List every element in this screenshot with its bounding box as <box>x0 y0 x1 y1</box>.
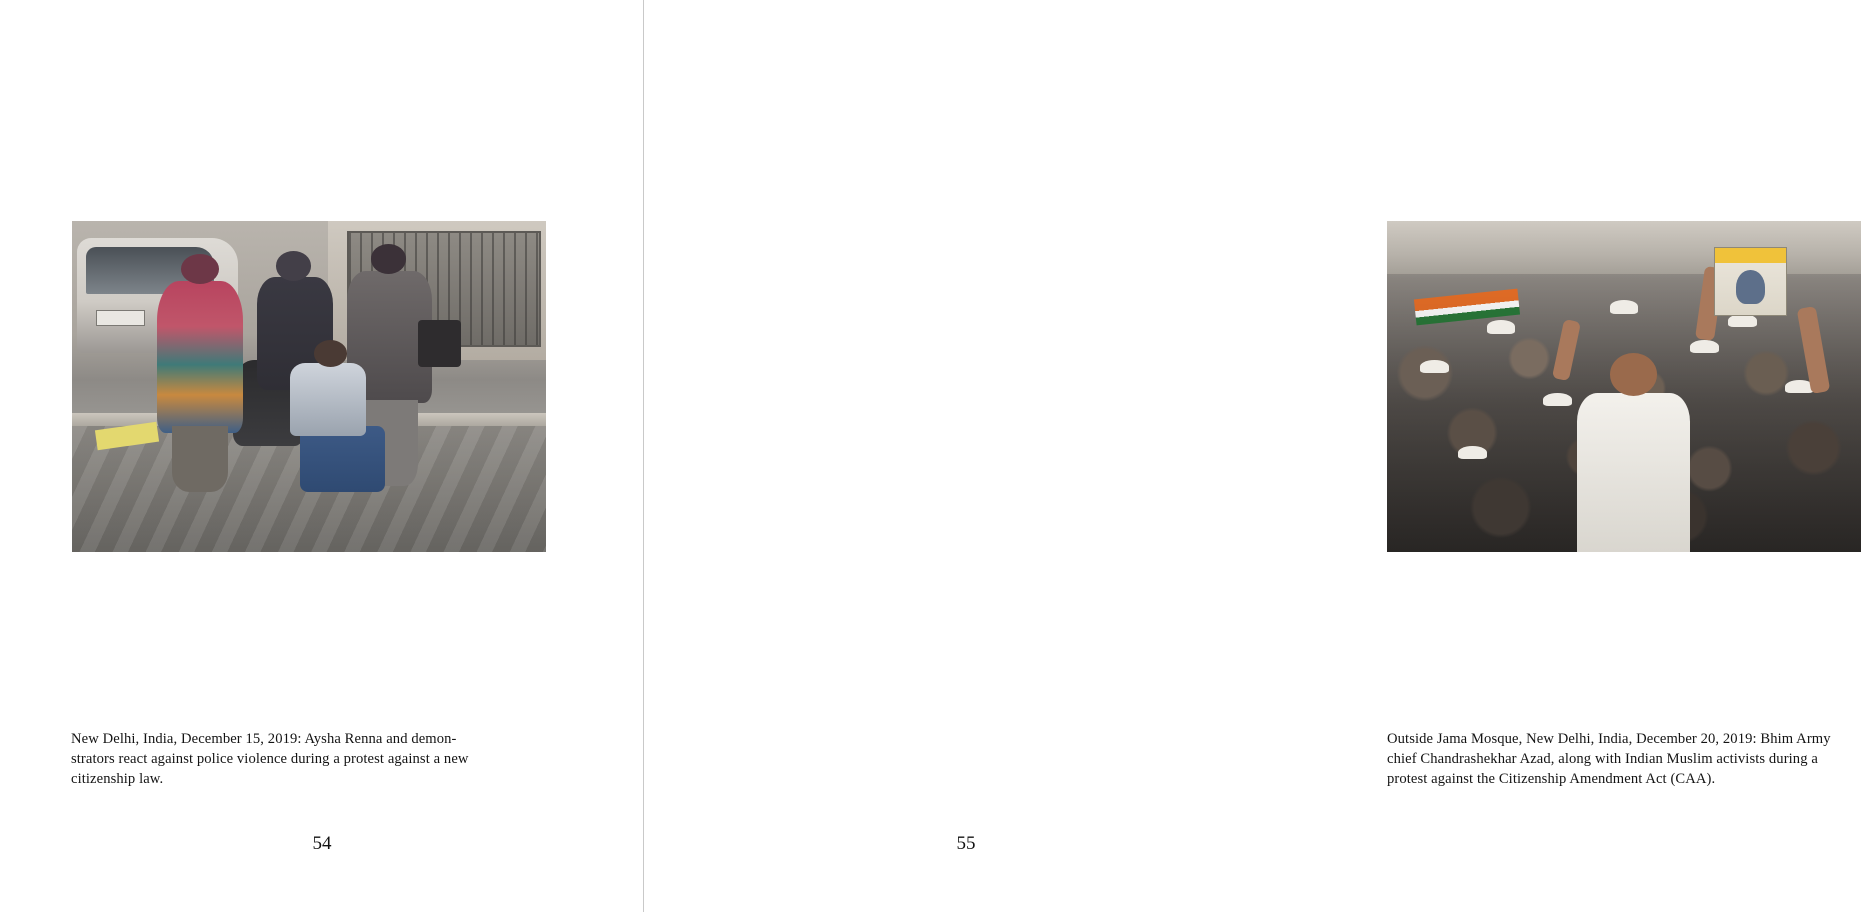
caption-line: strators react against police violence during a protest against a new <box>71 750 469 767</box>
protester-one-body <box>157 281 242 433</box>
protester-one-legs <box>172 426 229 492</box>
shoulder-bag <box>418 320 461 366</box>
photo-new-delhi-protest <box>72 221 546 552</box>
prayer-cap <box>1728 314 1756 327</box>
figure-caption-left <box>71 730 547 790</box>
page-right <box>644 0 1831 912</box>
protester-four-head <box>314 340 347 366</box>
prayer-cap <box>1543 393 1571 406</box>
protester-four-body <box>290 363 366 436</box>
page-left <box>0 0 644 912</box>
caption-line: protest against the Citizenship Amendment Act (CAA). <box>1387 770 1716 787</box>
central-figure-shirt <box>1577 393 1691 552</box>
poster-portrait <box>1736 270 1764 304</box>
prayer-cap <box>1690 340 1718 353</box>
protester-one-head <box>181 254 219 284</box>
protester-three-head <box>371 244 407 274</box>
prayer-cap <box>1610 300 1638 313</box>
caption-line: citizenship law. <box>71 770 164 787</box>
prayer-cap <box>1458 446 1486 459</box>
caption-line: Outside Jama Mosque, New Delhi, India, December 20, 2019: Bhim Army <box>1387 731 1831 747</box>
photo-right-composition <box>1387 221 1861 552</box>
protester-two-head <box>276 251 312 281</box>
caption-line: New Delhi, India, December 15, 2019: Aysha Renna and demon- <box>71 731 457 747</box>
photo-jama-mosque-crowd <box>1387 221 1861 552</box>
prayer-cap <box>1420 360 1448 373</box>
car-licence-plate <box>96 310 145 325</box>
held-poster <box>1714 247 1787 315</box>
caption-line: chief Chandrashekhar Azad, along with Indian Muslim activists during a <box>1387 750 1818 767</box>
poster-title-band <box>1715 248 1786 263</box>
prayer-cap <box>1487 320 1515 333</box>
protester-four-legs <box>300 426 385 492</box>
page-number-left: 54 <box>312 833 332 854</box>
photo-left-composition <box>72 221 546 552</box>
page-number-right: 55 <box>956 833 976 854</box>
figure-caption-right <box>1387 730 1861 790</box>
